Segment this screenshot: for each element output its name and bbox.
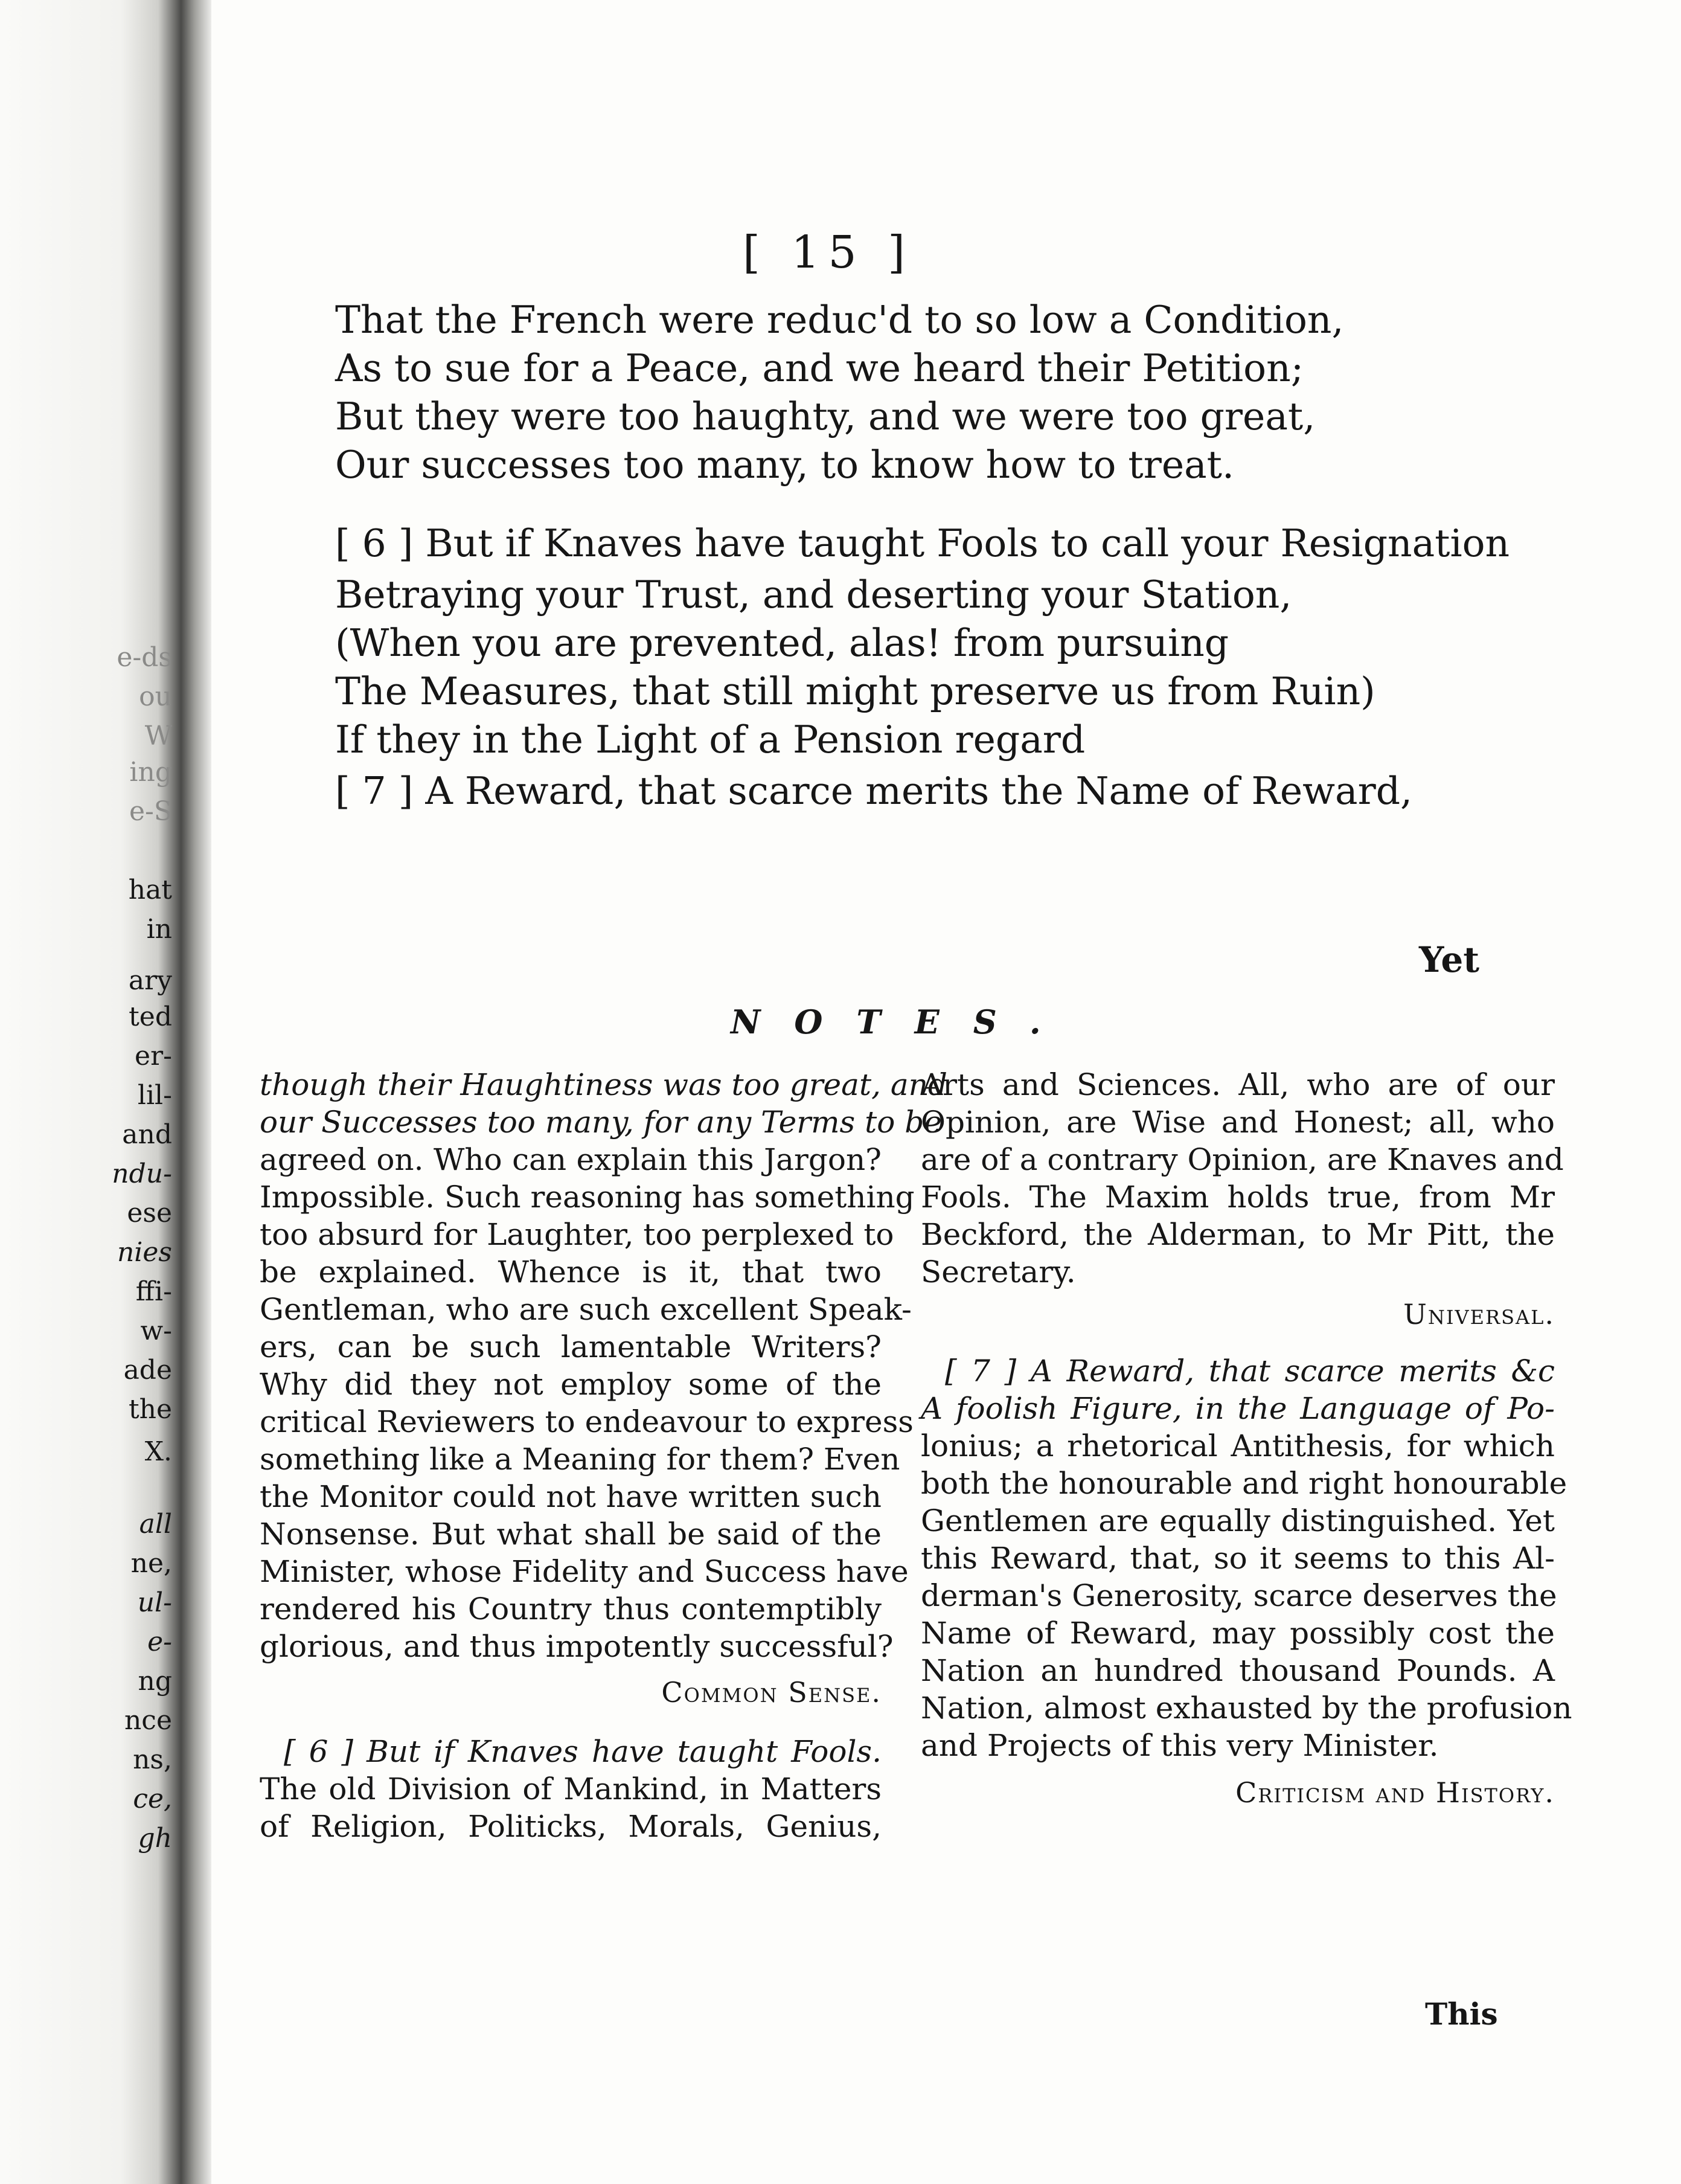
facing-page-fragment: ng (138, 1666, 172, 1697)
facing-page-fragment: e-ds (117, 642, 172, 673)
note-line: [ 7 ] A Reward, that scarce merits &c (945, 1354, 1555, 1389)
facing-page-fragment: er- (135, 1041, 172, 1071)
notes-heading: NOTES. (731, 1003, 1075, 1041)
note-line: though their Haughtiness was too great, and (260, 1067, 947, 1102)
note-line: A foolish Figure, in the Language of Po- (921, 1391, 1555, 1426)
note-line: Nonsense. But what shall be said of the (260, 1517, 882, 1552)
facing-page-fragment: ese (127, 1198, 172, 1228)
note-line: Fools. The Maxim holds true, from Mr (921, 1180, 1555, 1215)
note-line: be explained. Whence is it, that two (260, 1254, 882, 1290)
facing-page-fragment: ffi- (135, 1276, 172, 1307)
facing-page-fragment: and (122, 1119, 172, 1150)
note-signature: Common Sense. (661, 1676, 882, 1709)
catchword: Yet (1419, 939, 1480, 980)
note-line: Beckford, the Alderman, to Mr Pitt, the (921, 1217, 1555, 1252)
main-page (211, 0, 1570, 2184)
note-line: Gentleman, who are such excellent Speak- (260, 1292, 912, 1327)
verse-line: (When you are prevented, alas! from pursuing (335, 621, 1229, 665)
note-line: Secretary. (921, 1254, 1076, 1290)
facing-page-fragment: all (139, 1509, 172, 1540)
facing-page-fragment: nies (117, 1237, 172, 1268)
facing-page-edge (0, 0, 178, 2184)
footer-catchword: This (1425, 1996, 1498, 2032)
facing-page-fragment: w- (140, 1315, 172, 1346)
note-line: lonius; a rhetorical Antithesis, for which (921, 1428, 1555, 1463)
facing-page-fragment: e-S (129, 796, 172, 827)
note-line: derman's Generosity, scarce deserves the (921, 1578, 1557, 1613)
facing-page-fragment: ary (128, 965, 172, 996)
note-signature: Criticism and History. (1235, 1776, 1555, 1809)
facing-page-fragment: e- (147, 1627, 172, 1657)
verse-line: [ 7 ] A Reward, that scarce merits the Name of Reward, (335, 769, 1413, 813)
facing-page-fragment: nce (124, 1705, 172, 1736)
note-line: this Reward, that, so it seems to this Al- (921, 1541, 1555, 1576)
verse-line: That the French were reduc'd to so low a Condition, (335, 298, 1344, 342)
note-line: rendered his Country thus contemptibly (260, 1591, 882, 1627)
note-line: too absurd for Laughter, too perplexed to (260, 1217, 894, 1252)
note-line: the Monitor could not have written such (260, 1479, 882, 1514)
note-line: of Religion, Politicks, Morals, Genius, (260, 1809, 882, 1844)
page-number: [ 15 ] (743, 226, 914, 278)
facing-page-fragment: ou (139, 681, 172, 712)
facing-page-fragment: hat (128, 875, 172, 905)
note-line: Arts and Sciences. All, who are of our (921, 1067, 1555, 1102)
facing-page-fragment: lil- (137, 1080, 172, 1111)
note-line: Minister, whose Fidelity and Success have (260, 1554, 909, 1589)
verse-line: [ 6 ] But if Knaves have taught Fools to call your Resignation (335, 521, 1510, 565)
note-line: both the honourable and right honourable (921, 1466, 1567, 1501)
verse-line: Betraying your Trust, and deserting your Station, (335, 573, 1292, 617)
note-line: [ 6 ] But if Knaves have taught Fools. (284, 1734, 882, 1769)
note-line: critical Reviewers to endeavour to express (260, 1404, 914, 1439)
facing-page-fragment: in (146, 914, 172, 945)
facing-page-fragment: ul- (137, 1587, 172, 1618)
facing-page-fragment: ns, (133, 1744, 172, 1775)
note-signature: Universal. (1403, 1298, 1555, 1331)
facing-page-fragment: ing (129, 757, 172, 788)
facing-page-fragment: gh (138, 1823, 172, 1854)
note-line: Nation, almost exhausted by the profusion (921, 1691, 1572, 1726)
note-line: Impossible. Such reasoning has something (260, 1180, 915, 1215)
note-line: ers, can be such lamentable Writers? (260, 1329, 882, 1364)
note-line: Opinion, are Wise and Honest; all, who (921, 1105, 1555, 1140)
note-line: are of a contrary Opinion, are Knaves and (921, 1142, 1564, 1177)
note-line: agreed on. Who can explain this Jargon? (260, 1142, 882, 1177)
note-line: something like a Meaning for them? Even (260, 1442, 900, 1477)
note-line: The old Division of Mankind, in Matters (260, 1771, 882, 1807)
note-line: our Successes too many, for any Terms to be (260, 1105, 942, 1140)
note-line: glorious, and thus impotently successful? (260, 1629, 894, 1664)
verse-line: As to sue for a Peace, and we heard their Petition; (335, 346, 1304, 390)
facing-page-fragment: ndu- (112, 1158, 172, 1189)
verse-line: The Measures, that still might preserve us from Ruin) (335, 669, 1375, 713)
note-line: Why did they not employ some of the (260, 1367, 882, 1402)
facing-page-fragment: X. (144, 1436, 172, 1467)
note-line: Name of Reward, may possibly cost the (921, 1616, 1555, 1651)
verse-line: But they were too haughty, and we were too great, (335, 394, 1316, 438)
verse-line: Our successes too many, to know how to treat. (335, 443, 1235, 487)
verse-line: If they in the Light of a Pension regard (335, 718, 1086, 762)
facing-page-fragment: W (144, 721, 172, 751)
note-line: and Projects of this very Minister. (921, 1728, 1439, 1763)
note-line: Gentlemen are equally distinguished. Yet (921, 1503, 1555, 1538)
note-line: Nation an hundred thousand Pounds. A (921, 1653, 1555, 1688)
facing-page-fragment: ted (129, 1001, 172, 1032)
facing-page-fragment: ce, (133, 1784, 172, 1814)
facing-page-fragment: ade (123, 1355, 172, 1386)
facing-page-fragment: the (128, 1394, 172, 1425)
facing-page-fragment: ne, (130, 1548, 172, 1579)
